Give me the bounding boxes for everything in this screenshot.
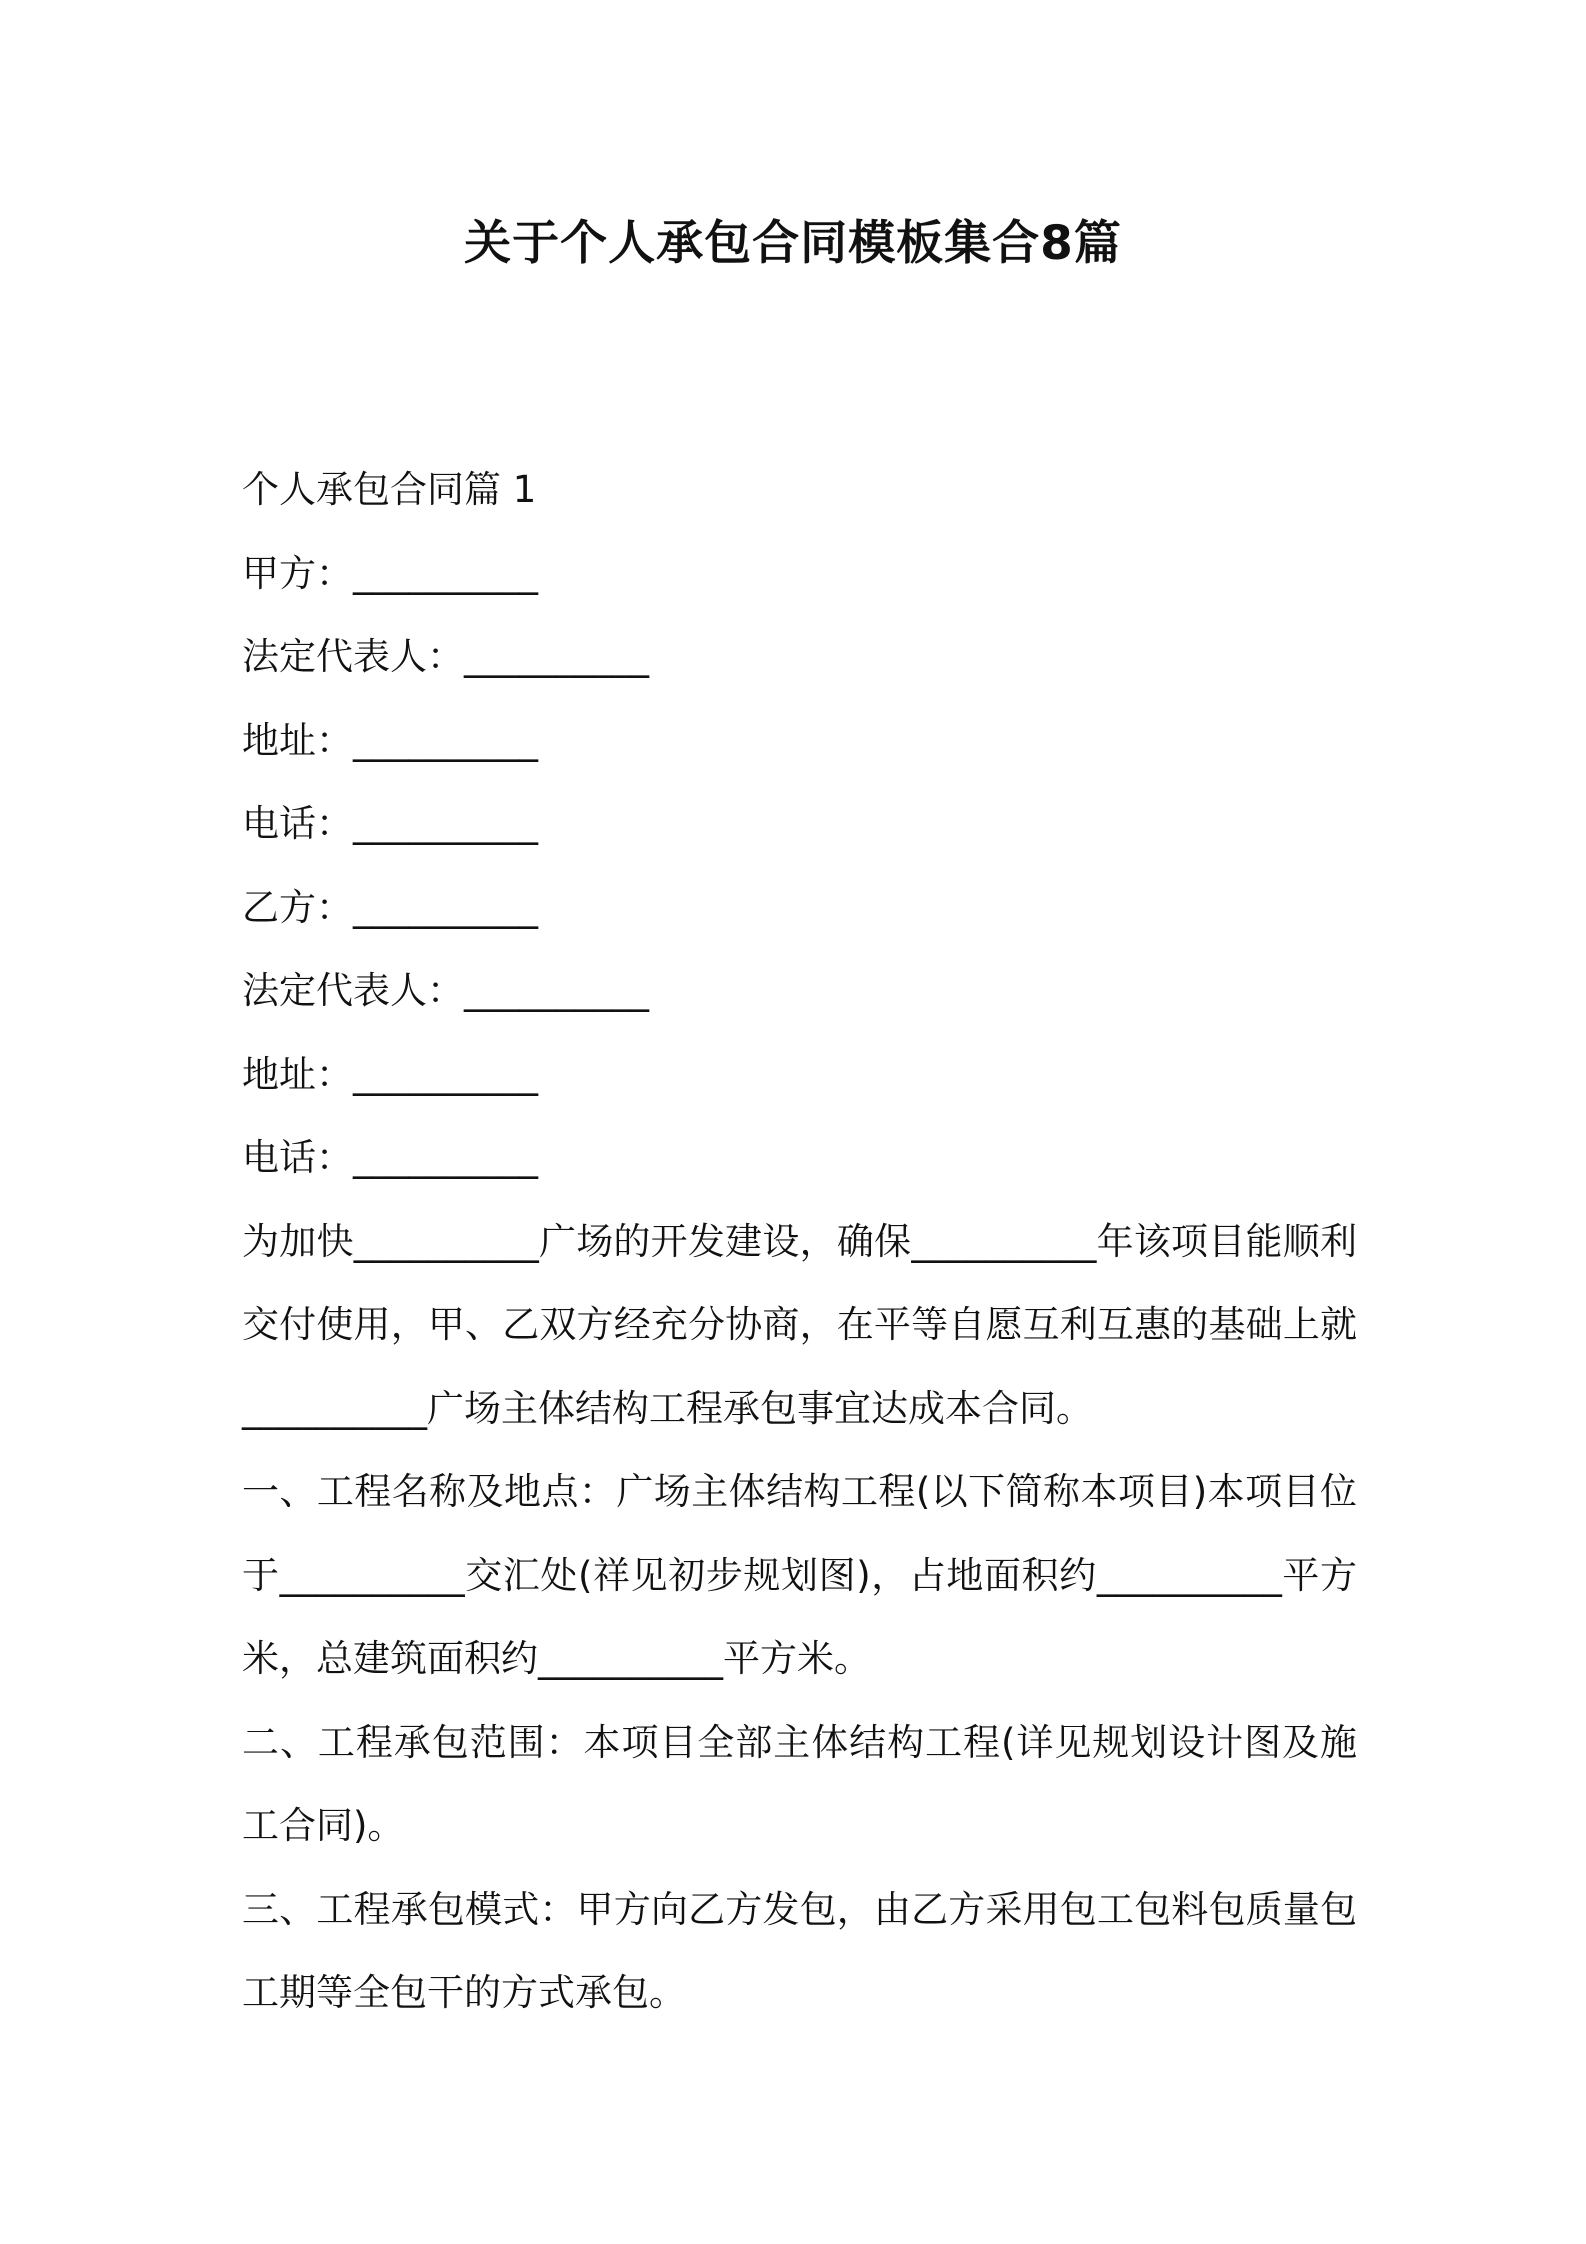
clause-1-text-3: 平方米，总建筑面积约 [242,1553,1358,1680]
party-a-address-blank: __________ [353,718,538,762]
intro-blank-2: __________ [911,1219,1097,1263]
section-heading: 个人承包合同篇 1 [242,468,537,511]
document-title: 关于个人承包合同模板集合8篇 [464,216,1122,271]
party-a-blank: __________ [353,551,538,595]
party-b-phone-label: 电话： [242,1136,353,1179]
intro-blank-3: __________ [242,1386,427,1430]
clause-1-text-2: 交汇处(祥见初步规划图)，占地面积约 [464,1553,1097,1597]
party-a-rep-blank: __________ [464,635,649,678]
clause-1-paragraph [242,1450,1357,1701]
party-b-rep-blank: __________ [464,969,649,1012]
party-b-label: 乙方： [242,885,353,929]
intro-text-1: 为加快 [242,1219,354,1263]
clause-2-paragraph: 二、工程承包范围：本项目全部主体结构工程(详见规划设计图及施工合同)。 [242,1720,1357,1847]
party-a-address-line [242,699,1357,783]
intro-blank-1: __________ [353,1219,539,1263]
intro-text-4: 广场主体结构工程承包事宜达成本合同。 [427,1386,1093,1430]
party-b-address-blank: __________ [353,1052,538,1096]
party-a-rep-line [242,615,1357,699]
clause-1-blank-2: __________ [1096,1553,1282,1597]
party-a-line [242,532,1357,616]
party-b-phone-blank: __________ [353,1136,538,1179]
party-b-address-line [242,1033,1357,1117]
party-b-rep-label: 法定代表人： [242,969,464,1012]
party-b-blank: __________ [353,885,538,929]
party-b-address-label: 地址： [242,1052,353,1096]
party-b-rep-line [242,949,1357,1033]
clause-1-text-4: 平方米。 [723,1637,871,1680]
party-a-address-label: 地址： [242,718,353,762]
clause-3-paragraph: 三、工程承包模式：甲方向乙方发包，由乙方采用包工包料包质量包工期等全包干的方式承包。 [242,1887,1357,2014]
clause-1-blank-1: __________ [279,1553,465,1597]
party-b-phone-line [242,1116,1357,1200]
clause-1-text-1: 一、工程名称及地点：广场主体结构工程(以下简称本项目)本项目位于 [242,1470,1357,1597]
intro-paragraph [242,1200,1357,1451]
intro-text-2: 广场的开发建设，确保 [538,1219,912,1263]
party-a-phone-label: 电话： [242,802,353,845]
document-body [242,448,1357,2035]
party-a-label: 甲方： [242,551,353,595]
intro-text-3: 年该项目能顺利交付使用，甲、乙双方经充分协商，在平等自愿互利互惠的基础上就 [242,1219,1358,1346]
party-a-rep-label: 法定代表人： [242,635,464,678]
party-b-line [242,866,1357,950]
party-a-phone-line [242,782,1357,866]
clause-1-blank-3: __________ [538,1637,723,1680]
party-a-phone-blank: __________ [353,802,538,845]
